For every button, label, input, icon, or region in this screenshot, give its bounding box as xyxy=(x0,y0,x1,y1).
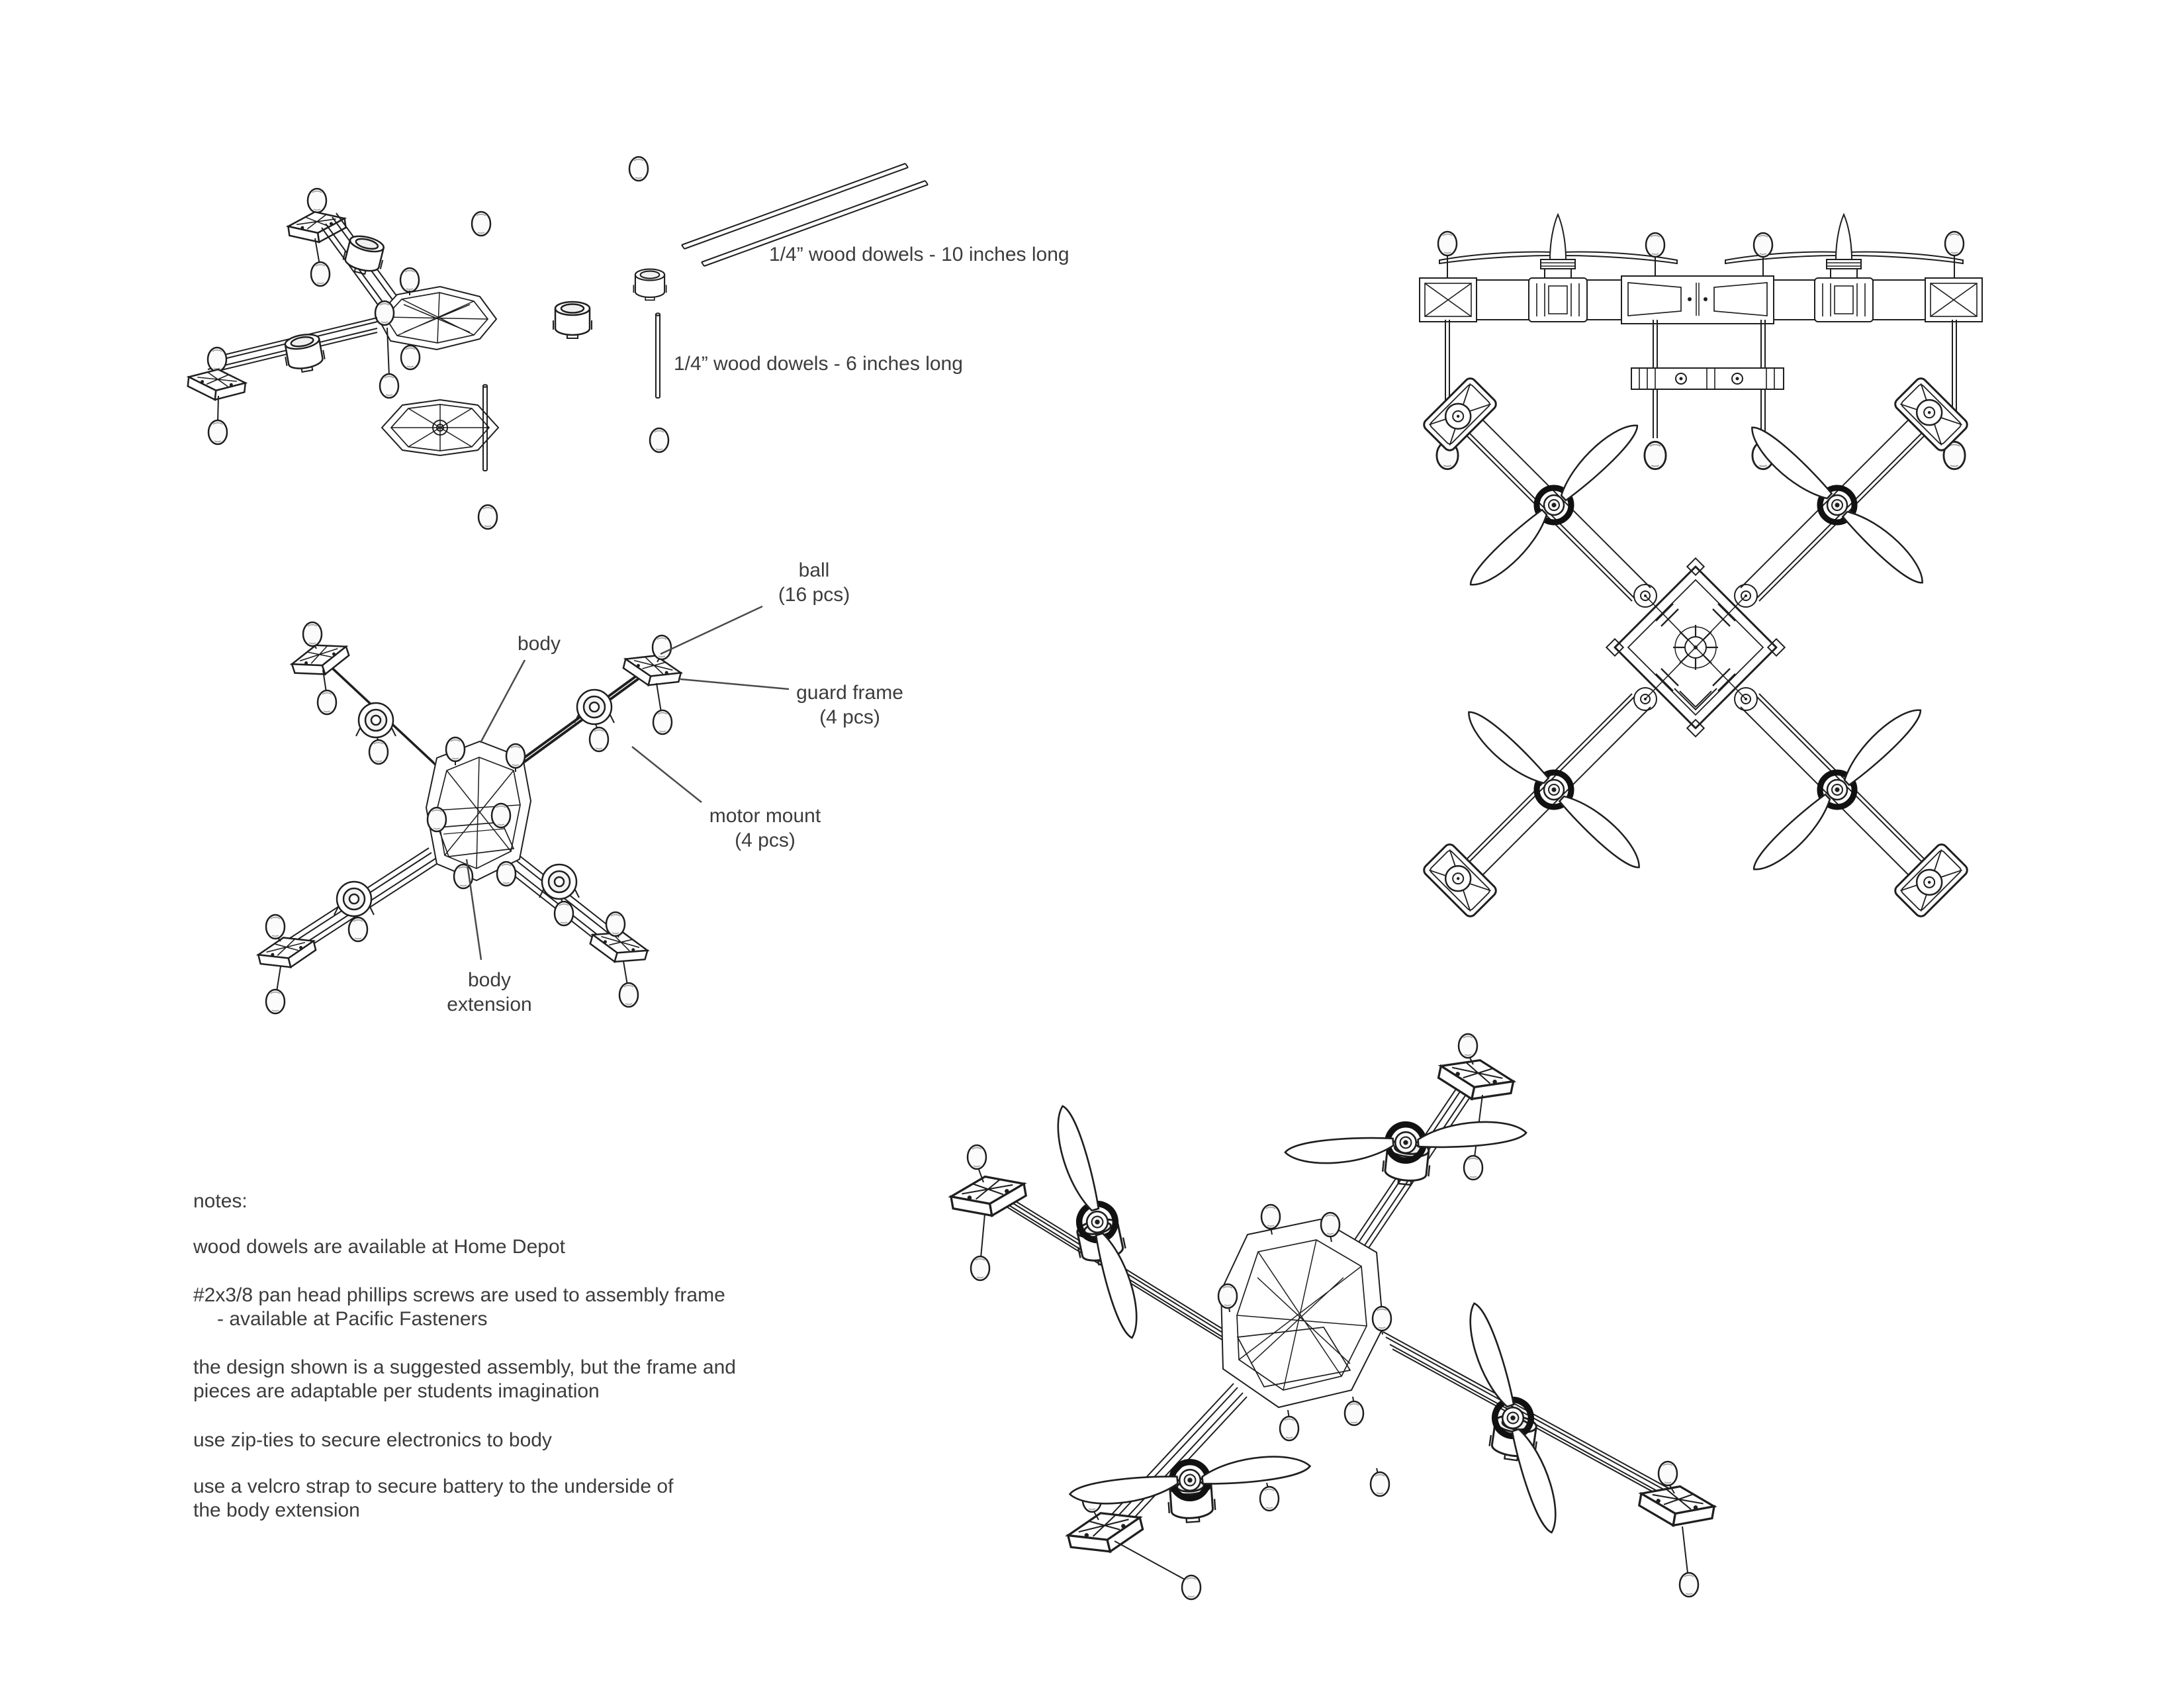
ball xyxy=(653,710,672,734)
guard-frame xyxy=(1893,376,1970,453)
dowel-6in xyxy=(656,313,660,398)
ball xyxy=(1345,1401,1363,1425)
propeller xyxy=(1741,698,1933,880)
label-body-extension-line2: extension xyxy=(447,994,532,1015)
guard-frame xyxy=(289,636,352,682)
label-guard-frame-line2: (4 pcs) xyxy=(819,706,880,728)
ball xyxy=(1754,233,1772,257)
ball xyxy=(606,912,625,936)
ball-part xyxy=(401,346,420,369)
ball xyxy=(653,635,671,659)
notes-title: notes: xyxy=(193,1190,248,1212)
label-body-extension-line1: body xyxy=(467,969,512,991)
propeller xyxy=(1741,414,1933,596)
ball xyxy=(1218,1284,1237,1308)
body-extension-plate xyxy=(382,400,498,455)
ball xyxy=(266,915,285,939)
ball-part xyxy=(208,420,227,444)
ball-part xyxy=(650,428,668,452)
ball xyxy=(318,690,336,714)
ball-part xyxy=(380,374,398,398)
ball xyxy=(446,737,465,761)
propeller xyxy=(1458,698,1650,880)
center-body-top xyxy=(1606,558,1784,736)
ball xyxy=(1646,233,1664,257)
ball xyxy=(428,808,446,831)
motor-mount-part xyxy=(633,269,666,301)
motor-spinners xyxy=(1541,214,1861,280)
ball-part xyxy=(208,348,226,371)
ball xyxy=(1373,1307,1391,1331)
ball-part xyxy=(400,268,419,292)
isometric-view-drawing xyxy=(927,1026,1721,1622)
note-design-line1: the design shown is a suggested assembly, but the frame and xyxy=(193,1356,736,1378)
ball xyxy=(619,983,638,1007)
label-motor-mount xyxy=(702,804,829,853)
note-velcro-line1: use a velcro strap to secure battery to the underside of xyxy=(193,1476,674,1497)
ball xyxy=(1260,1487,1279,1511)
ball xyxy=(971,1256,989,1280)
ball xyxy=(1280,1417,1298,1440)
guard-frame xyxy=(1893,842,1970,919)
label-body-extension xyxy=(432,968,547,1017)
center-body-front xyxy=(1621,276,1774,324)
ball xyxy=(506,744,525,768)
ball-part xyxy=(478,505,497,529)
ball xyxy=(590,727,608,751)
note-design xyxy=(193,1356,736,1403)
note-screws-line2: - available at Pacific Fasteners xyxy=(217,1308,488,1330)
ball-part xyxy=(375,301,394,325)
ball-part xyxy=(308,189,326,212)
guard-frame xyxy=(948,1170,1028,1222)
center-body xyxy=(1221,1219,1383,1407)
ball xyxy=(454,865,473,888)
propeller xyxy=(1046,1101,1148,1343)
ball xyxy=(1182,1575,1201,1599)
note-screws-line1: #2x3/8 pan head phillips screws are used to assembly frame xyxy=(193,1284,725,1306)
label-motor-mount-line2: (4 pcs) xyxy=(735,829,796,851)
label-guard-frame-line1: guard frame xyxy=(796,682,903,704)
ball xyxy=(1945,232,1964,256)
label-guard-frame xyxy=(793,680,907,729)
note-velcro-line2: the body extension xyxy=(193,1499,360,1521)
label-ball xyxy=(758,558,870,607)
guard-frame xyxy=(1637,1480,1716,1532)
propellers-edge-on xyxy=(1439,252,1963,264)
ball xyxy=(1464,1156,1482,1180)
label-dowels-10in: 1/4” wood dowels - 10 inches long xyxy=(769,244,1069,265)
arm-northwest xyxy=(289,622,446,775)
ball xyxy=(369,740,388,764)
label-ball-line1: ball xyxy=(798,559,830,581)
ball xyxy=(1371,1472,1389,1496)
center-body xyxy=(426,737,531,888)
motor-mount xyxy=(356,703,396,737)
ball xyxy=(497,862,516,886)
guard-frame-part xyxy=(187,367,246,403)
guard-frame-left xyxy=(1420,278,1477,322)
note-design-line2: pieces are adaptable per students imagination xyxy=(193,1380,600,1402)
ball xyxy=(555,902,573,925)
motor-mount-part xyxy=(282,332,326,374)
ball xyxy=(1321,1213,1340,1237)
note-zipties: use zip-ties to secure electronics to body xyxy=(193,1429,552,1451)
propeller xyxy=(1458,414,1650,596)
note-screws xyxy=(193,1284,725,1331)
top-view-drawing xyxy=(1423,371,1972,940)
body-lattice xyxy=(377,287,496,350)
ball xyxy=(349,917,367,941)
ball xyxy=(968,1145,986,1169)
label-motor-mount-line1: motor mount xyxy=(709,805,821,827)
motor-mount-left xyxy=(1529,278,1587,322)
motor-mount-part xyxy=(553,302,592,338)
ball-part xyxy=(311,262,330,286)
propeller xyxy=(1284,1116,1527,1169)
ball-part xyxy=(629,157,648,181)
ball xyxy=(1438,232,1457,256)
ball-part xyxy=(472,212,490,236)
guard-frame xyxy=(1423,842,1498,919)
ball xyxy=(1659,1462,1677,1485)
arm-southwest xyxy=(255,848,439,1013)
label-dowels-6in: 1/4” wood dowels - 6 inches long xyxy=(674,353,963,375)
main-bar xyxy=(1420,276,1982,324)
ball xyxy=(1459,1034,1477,1058)
ball xyxy=(1261,1205,1280,1229)
label-ball-line2: (16 pcs) xyxy=(778,584,850,606)
propeller xyxy=(1459,1297,1568,1538)
guard-frame xyxy=(1423,376,1498,453)
note-velcro xyxy=(193,1475,673,1523)
ball xyxy=(266,990,285,1013)
ball xyxy=(492,804,510,827)
note-dowels: wood dowels are available at Home Depot xyxy=(193,1236,565,1258)
guard-frame-right xyxy=(1925,278,1982,322)
ball xyxy=(303,622,322,646)
guard-frame xyxy=(1435,1053,1516,1107)
motor-mount-right xyxy=(1815,278,1873,322)
ball xyxy=(1680,1573,1698,1597)
label-body: body xyxy=(518,633,561,655)
guard-frame xyxy=(255,931,318,974)
guard-top-right xyxy=(1435,1034,1516,1180)
